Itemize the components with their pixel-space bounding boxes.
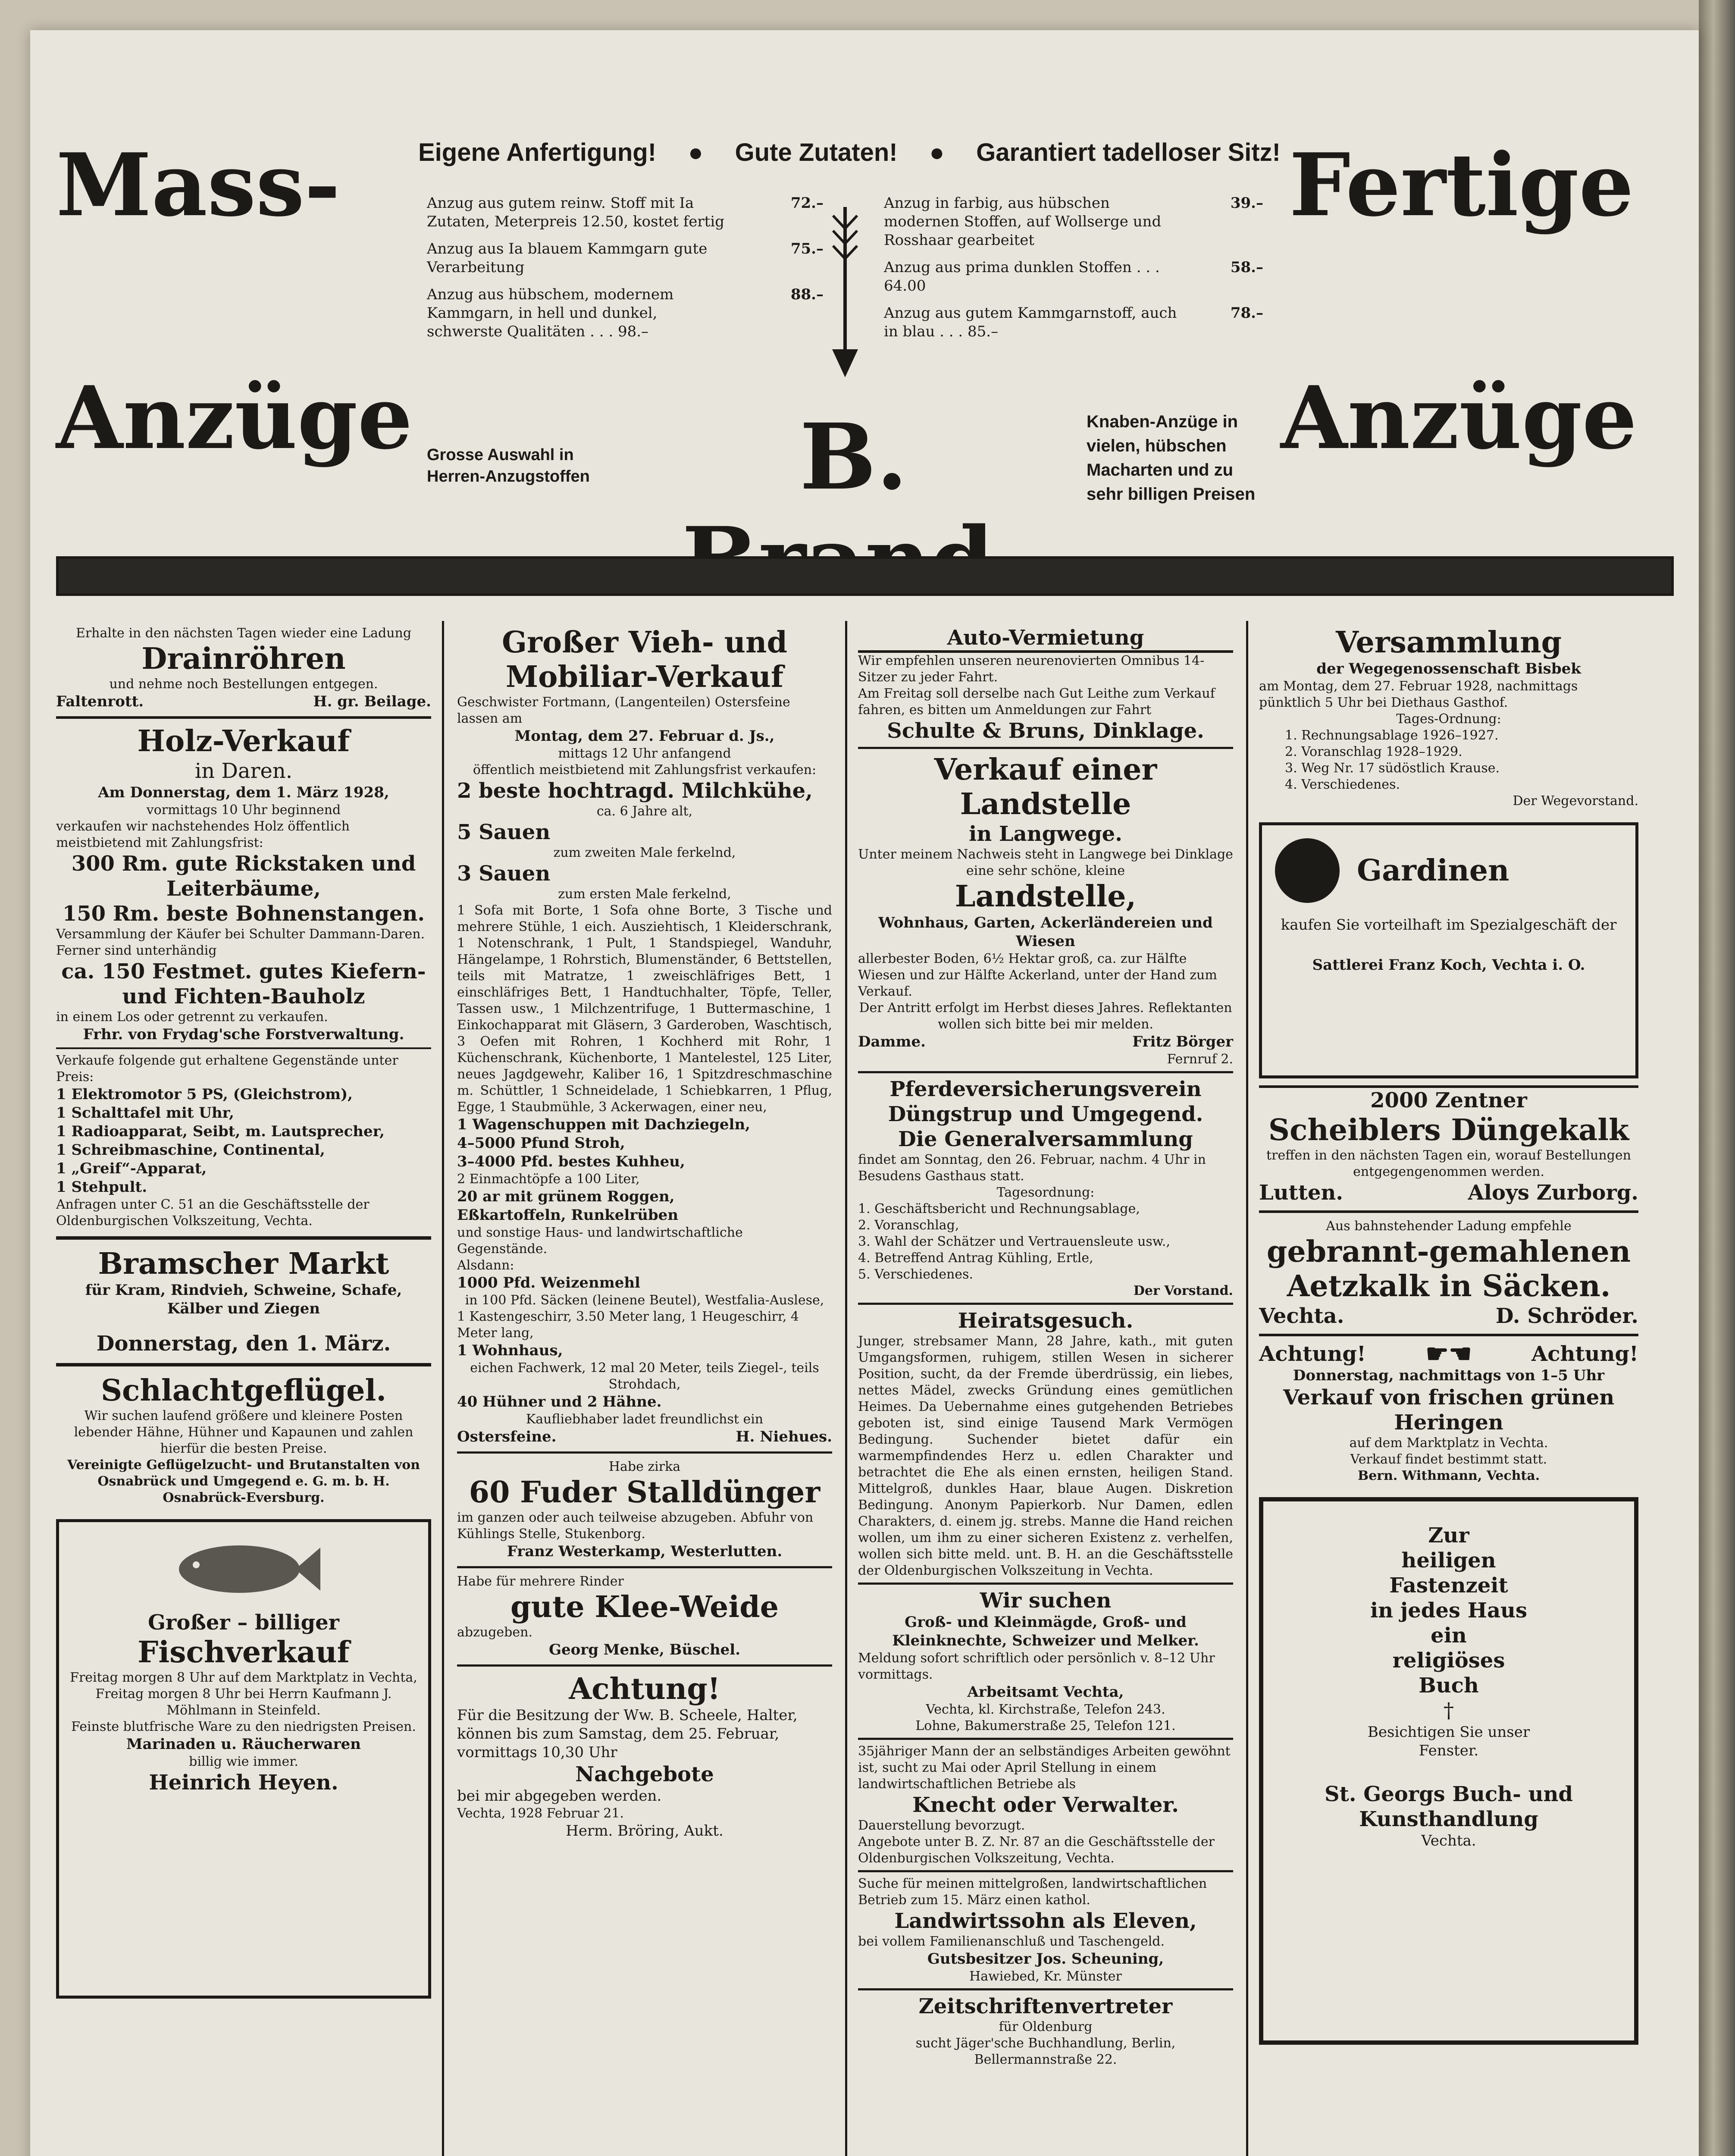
tagline-2: Gute Zutaten! bbox=[735, 138, 898, 166]
ad-stallduenger: Habe zirka 60 Fuder Stalldünger im ganzen oder auch teilweise abzugeben. Abfuhr von Kühlings Stelle, Stukenborg. Franz Westerkamp, Westerlutten. bbox=[457, 1459, 821, 1560]
bullet-icon: ● bbox=[929, 138, 945, 166]
header-left-prices bbox=[427, 194, 824, 341]
column-1 bbox=[56, 625, 431, 1999]
arrow-down-icon bbox=[828, 207, 862, 379]
header-right-prices bbox=[884, 194, 1263, 341]
ad-eleven: Suche für meinen mittelgroßen, landwirtschaftlichen Betrieb zum 15. März einen kathol. Landwirtssohn als Eleven, bei vollem Familienanschluß und Taschengeld. Gutsbesitzer Jos. Scheuning, Hawiebed, Kr. Münster bbox=[858, 1876, 1207, 1984]
header-left-top: Mass- bbox=[56, 135, 341, 236]
ad-versammlung-bisbek: Versammlung der Wegegenossenschaft Bisbek am Montag, dem 27. Februar 1928, nachmittags pünktlich 5 Uhr bei Diethaus Gasthof. Tages-Ordnung: 1. Rechnungsablage 1926–1927. 2. Voranschlag 1928–1929. 3. Weg Nr. 17 südöstlich Krause. 4. Verschiedenes. Der Wegevorstand. bbox=[1259, 625, 1638, 808]
ad-auto-vermietung: Auto-Vermietung Wir empfehlen unseren neurenovierten Omnibus 14-Sitzer zu jeder Fahrt. Am Freitag soll derselbe nach Gut Leithe zum Verkauf fahren, es bitten um Anmeldungen zur Fahrt Schulte & Bruns, Dinklage. bbox=[858, 625, 1233, 743]
tagline-3: Garantiert tadelloser Sitz! bbox=[976, 138, 1281, 166]
column-rule bbox=[442, 621, 444, 2156]
bullet-icon: ● bbox=[688, 138, 703, 166]
ad-gardinen: Gardinen kaufen Sie vorteilhaft im Spezialgeschäft der Sattlerei Franz Koch, Vechta i. O. bbox=[1259, 822, 1638, 1078]
ad-klee-weide: Habe für mehrere Rinder gute Klee-Weide abzugeben. Georg Menke, Büschel. bbox=[457, 1574, 779, 1658]
newspaper-page bbox=[30, 30, 1699, 2156]
price-item: Anzug aus Ia blauem Kammgarn gute Verarbeitung 75.– bbox=[427, 240, 824, 276]
ad-achtung-nachgebote: Achtung! Für die Besitzung der Ww. B. Scheele, Halter, können bis zum Samstag, dem 25. Februar, vormittags 10,30 Uhr Nachgebote bei mir abgegeben werden. Vechta, 1928 Februar 21. Herm. Bröring, Aukt. bbox=[457, 1672, 798, 1839]
header-tagline bbox=[418, 138, 1281, 167]
tagline-1: Eigene Anfertigung! bbox=[418, 138, 657, 166]
ad-landstelle: Verkauf einer Landstelle in Langwege. Unter meinem Nachweis steht in Langwege bei Dinklage eine sehr schöne, kleine Landstelle, Wohnhaus, Garten, Ackerländereien und Wiesen allerbester Boden, 6½ Hektar groß, ca. zur Hälfte Wiesen und zur Hälfte Ackerland, unter der Hand zum Verkauf. Der Antritt erfolgt im Herbst dieses Jahres. Reflektanten wollen sich bitte bei mir melden. Damme. Fritz Börger Fernruf 2. bbox=[858, 752, 1233, 1067]
ad-arbeitsamt: Wir suchen Groß- und Kleinmägde, Groß- und Kleinknechte, Schweizer und Melker. Meldung sofort schriftlich oder persönlich v. 8–12 Uhr vormittags. Arbeitsamt Vechta, Vechta, kl. Kirchstraße, Telefon 243. Lohne, Bakumerstraße 25, Telefon 121. bbox=[858, 1589, 1215, 1733]
shop-name: B. bbox=[799, 404, 908, 510]
ad-bramscher-markt: Bramscher Markt für Kram, Rindvieh, Schweine, Schafe, Kälber und Ziegen Donnerstag, den 1. März. bbox=[85, 1247, 402, 1356]
column-3 bbox=[858, 625, 1233, 2068]
price-item: Anzug aus prima dunklen Stoffen . . . 64.00 58.– bbox=[884, 259, 1263, 295]
header-bar bbox=[56, 556, 1674, 596]
ad-fischverkauf: Großer – billiger Fischverkauf Freitag morgen 8 Uhr auf dem Marktplatz in Vechta, Freitag morgen 8 Uhr bei Herrn Kaufmann J. Möhlmann in Steinfeld. Feinste blutfrische Ware zu den niedrigsten Preisen. Marinaden u. Räucherwaren billig wie immer. Heinrich Heyen. bbox=[56, 1519, 431, 1999]
ad-verkauf-gegenstaende: Verkaufe folgende gut erhaltene Gegenstände unter Preis: 1 Elektromotor 5 PS, (Gleichstrom), 1 Schalttafel mit Uhr, 1 Radioapparat, Seibt, m. Lautsprecher, 1 Schreibmaschine, Continental, 1 „Greif“-Apparat, 1 Stehpult. Anfragen unter C. 51 an die Geschäftsstelle der Oldenburgischen Volkszeitung, Vechta. bbox=[56, 1053, 398, 1228]
black-circle-icon bbox=[1275, 838, 1340, 903]
ad-pferdeversicherung: Pferdeversicherungsverein Düngstrup und Umgegend. Die Generalversammlung findet am Sonntag, den 26. Februar, nachm. 4 Uhr in Besudens Gasthaus statt. Tagesordnung: 1. Geschäftsbericht und Rechnungsablage, 2. Voranschlag, 3. Wahl der Schätzer und Vertrauensleute usw., 4. Betreffend Antrag Kühling, Ertle, 5. Verschiedenes. Der Vorstand. bbox=[858, 1077, 1233, 1298]
ad-schlachtgefluegel: Schlachtgeflügel. Wir suchen laufend größere und kleinere Posten lebender Hähne, Hühner und Kapaunen und zahlen hierfür die besten Preise. Vereinigte Geflügelzucht- und Brutanstalten von Osnabrück und Umgegend e. G. m. b. H. Osnabrück-Eversburg. bbox=[67, 1373, 420, 1505]
ad-zeitschriftenvertreter: Zeitschriftenvertreter für Oldenburg sucht Jäger'sche Buchhandlung, Berlin, Bellermannstraße 22. bbox=[915, 1994, 1176, 2067]
header-right-bottom: Anzüge bbox=[1281, 367, 1637, 469]
ad-aetzkalk: Aus bahnstehender Ladung empfehle gebrannt-gemahlenen Aetzkalk in Säcken. Vechta. D. Schröder. bbox=[1259, 1219, 1638, 1328]
column-2 bbox=[457, 625, 832, 1840]
price-item: Anzug aus gutem Kammgarnstoff, auch in blau . . . 85.– 78.– bbox=[884, 304, 1263, 340]
column-4 bbox=[1259, 625, 1638, 2045]
column-rule bbox=[845, 621, 847, 2156]
column-rule bbox=[1246, 621, 1248, 2156]
ad-duengekalk: 2000 Zentner Scheiblers Düngekalk treffen in den nächsten Tagen ein, worauf Bestellungen entgegengenommen werden. Lutten. Aloys Zurborg. bbox=[1259, 1088, 1638, 1205]
ad-holz-verkauf: Holz-Verkauf in Daren. Am Donnerstag, dem 1. März 1928, vormittags 10 Uhr beginnend verkaufen wir nachstehendes Holz öffentlich meistbietend mit Zahlungsfrist: 300 Rm. gute Rickstaken und Leiterbäume, 150 Rm. beste Bohnenstangen. Versammlung der Käufer bei Schulter Dammann-Daren. Ferner sind unterhändig ca. 150 Festmet. gutes Kiefern- und Fichten-Bauholz in einem Los oder getrennt zu verkaufen. Frhr. von Frydag'sche Forstverwaltung. bbox=[56, 724, 426, 1043]
price-item: Anzug in farbig, aus hübschen modernen Stoffen, auf Wollserge und Rosshaar gearbeitet 39.– bbox=[884, 194, 1263, 249]
book-gutter bbox=[1699, 0, 1735, 2156]
ad-heiratsgesuch: Heiratsgesuch. Junger, strebsamer Mann, 28 Jahre, kath., mit guten Umgangsformen, ruhigem, stillen Wesen in sicherer Position, sucht, da der Fremde überdrüssig, ein liebes, nettes Mädel, zwecks Gründung eines gemütlichen Heimes. Da Uebernahme eines gutgehenden Betriebes geboten ist, sind einige Tausend Mark Vermögen Bedingung. Suchender bietet dafür ein warmempfindendes Herz u. edlen Charakter und betrachtet die Ehe als einen ernsten, heiligen Stand. Mittelgroß, dunkles Haar, blaue Augen. Diskretion Bedingung. Anonym Papierkorb. Nur Damen, edlen Charakters, d. einem jg. strebs. Manne die Hand reichen wollen, um ihm zu einer sicheren Existenz z. verhelfen, wollen sich bitte meld. unt. B. H. an die Geschäftsstelle der Oldenburgischen Volkszeitung in Vechta. bbox=[858, 1309, 1233, 1578]
header-shop-left: Grosse Auswahl in Herren-Anzugstoffen bbox=[427, 446, 590, 486]
header-shop-right: Knaben-Anzüge in vielen, hübschen Macharten und zu sehr billigen Preisen bbox=[1087, 412, 1256, 504]
ad-heringe: Achtung! ☛☚ Achtung! Donnerstag, nachmittags von 1–5 Uhr Verkauf von frischen grünen Heringen auf dem Marktplatz in Vechta. Verkauf findet bestimmt statt. Bern. Withmann, Vechta. bbox=[1259, 1339, 1638, 1483]
ad-knecht-verwalter: 35jähriger Mann der an selbständiges Arbeiten gewöhnt ist, sucht zu Mai oder April Stellung in einem landwirtschaftlichen Betriebe als Knecht oder Verwalter. Dauerstellung bevorzugt. Angebote unter B. Z. Nr. 87 an die Geschäftsstelle der Oldenburgischen Volkszeitung, Vechta. bbox=[858, 1744, 1231, 1866]
price-item: Anzug aus gutem reinw. Stoff mit Ia Zutaten, Meterpreis 12.50, kostet fertig 72.– bbox=[427, 194, 824, 230]
header-left-bottom: Anzüge bbox=[56, 367, 413, 469]
cross-icon: † bbox=[1444, 1698, 1454, 1723]
header-right-top: Fertige bbox=[1289, 135, 1634, 236]
ad-fastenzeit: Zur heiligen Fastenzeit in jedes Haus ein religiöses Buch † Besichtigen Sie unser Fenster. St. Georgs Buch- und Kunsthandlung Vechta. bbox=[1259, 1497, 1638, 2045]
price-item: Anzug aus hübschem, modernem Kammgarn, in hell und dunkel, schwerste Qualitäten . . . 98.– 88.– bbox=[427, 286, 824, 340]
fish-icon bbox=[166, 1532, 321, 1606]
ad-drainroehren: Erhalte in den nächsten Tagen wieder eine Ladung Drainröhren und nehme noch Bestellungen entgegen. Faltenrott. H. gr. Beilage. bbox=[56, 626, 431, 710]
pointing-hands-icon: ☛☚ bbox=[1425, 1339, 1472, 1369]
ad-vieh-mobiliar-verkauf: Großer Vieh- und Mobiliar-Verkauf Geschwister Fortmann, (Langenteilen) Ostersfeine lassen am Montag, dem 27. Februar d. Js., mittags 12 Uhr anfangend öffentlich meistbietend mit Zahlungsfrist verkaufen: 2 beste hochtragd. Milchkühe, ca. 6 Jahre alt, 5 Sauen zum zweiten Male ferkelnd, 3 Sauen zum ersten Male ferkelnd, 1 Sofa mit Borte, 1 Sofa ohne Borte, 3 Tische und mehrere Stühle, 1 eich. Ausziehtisch, 1 Kleiderschrank, 1 Notenschrank, 1 Pult, 1 Standspiegel, Wanduhr, Hängelampe, 1 Rohrstich, Blumenständer, 6 Bettstellen, teils mit Matratze, 1 zweischläfriges Bett, 1 einschläfriges Bett, 1 Handtuchhalter, Töpfe, Teller, Tassen usw., 1 Milchzentrifuge, 1 Buttermaschine, 1 Einkochapparat mit Gläsern, 3 Garderoben, Waschtisch, 3 Oefen mit Rohren, 1 Kochherd mit Rohr, 1 Küchenschrank, Küchenborte, 1 Mantelestel, 125 Liter, neues Jagdgewehr, Kaliber 16, 1 Spitzdreschmaschine m. Schüttler, 1 Schneidelade, 1 Schiebkarren, 1 Pflug, Egge, 1 Staubmühle, 3 Ackerwagen, einer neu, 1 Wagenschuppen mit Dachziegeln, 4–5000 Pfund Stroh, 3–4000 Pfd. bestes Kuhheu, 2 Einmachtöpfe a 100 Liter, 20 ar mit grünem Roggen, Eßkartoffeln, Runkelrüben und sonstige Haus- und landwirtschaftliche Gegenstände. Alsdann: 1000 Pfd. Weizenmehl in 100 Pfd. Säcken (leinene Beutel), Westfalia-Auslese, 1 Kastengeschirr, 3.50 Meter lang, 1 Heugeschirr, 4 Meter lang, 1 Wohnhaus, eichen Fachwerk, 12 mal 20 Meter, teils Ziegel-, teils Strohdach, 40 Hühner und 2 Hähne. Kaufliebhaber ladet freundlichst ein Ostersfeine. H. Niehues. bbox=[457, 625, 832, 1445]
